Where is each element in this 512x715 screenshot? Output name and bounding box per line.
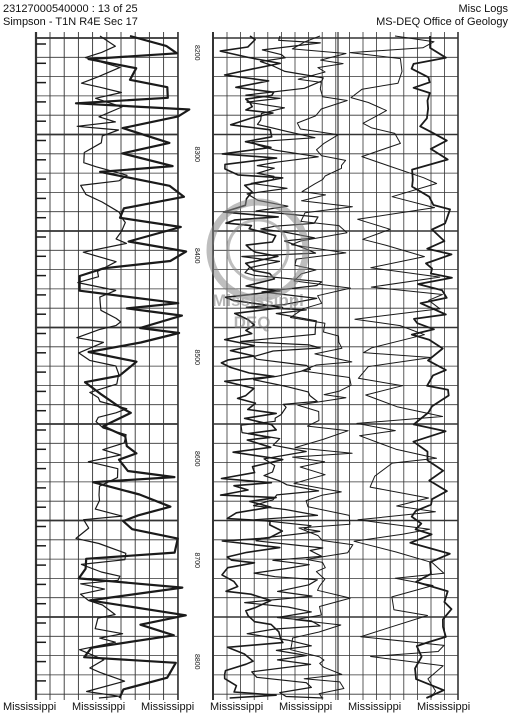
footer-watermark: Mississippi [3, 701, 57, 713]
document-id-page: 23127000540000 : 13 of 25 [3, 3, 138, 15]
depth-label: 8800 [193, 654, 200, 670]
depth-label: 8400 [193, 248, 200, 264]
footer-watermark: Mississippi [210, 701, 264, 713]
depth-label: 8500 [193, 349, 200, 366]
depth-label: 8200 [193, 45, 200, 61]
watermark-line1: Mississippi [212, 291, 304, 310]
watermark-line2: DEQ [233, 313, 271, 332]
depth-label: 8600 [193, 451, 200, 467]
well-location: Simpson - T1N R4E Sec 17 [3, 16, 138, 28]
footer-watermark-strip [0, 700, 512, 715]
footer-watermark: Mississippi [417, 701, 471, 713]
depth-label: 8300 [193, 146, 200, 163]
left-track-grid [36, 32, 178, 700]
footer-watermark: Mississippi [279, 701, 333, 713]
footer-watermark: Mississippi [348, 701, 402, 713]
agency-name: MS-DEQ Office of Geology [376, 16, 508, 28]
footer-watermark: Mississippi [72, 701, 126, 713]
right-track-grid [213, 32, 458, 700]
log-type: Misc Logs [458, 3, 508, 15]
deq-watermark [210, 202, 306, 332]
depth-label: 8700 [193, 552, 200, 569]
depth-scale [193, 45, 200, 670]
well-log-scan [0, 30, 512, 700]
footer-watermark: Mississippi [141, 701, 195, 713]
